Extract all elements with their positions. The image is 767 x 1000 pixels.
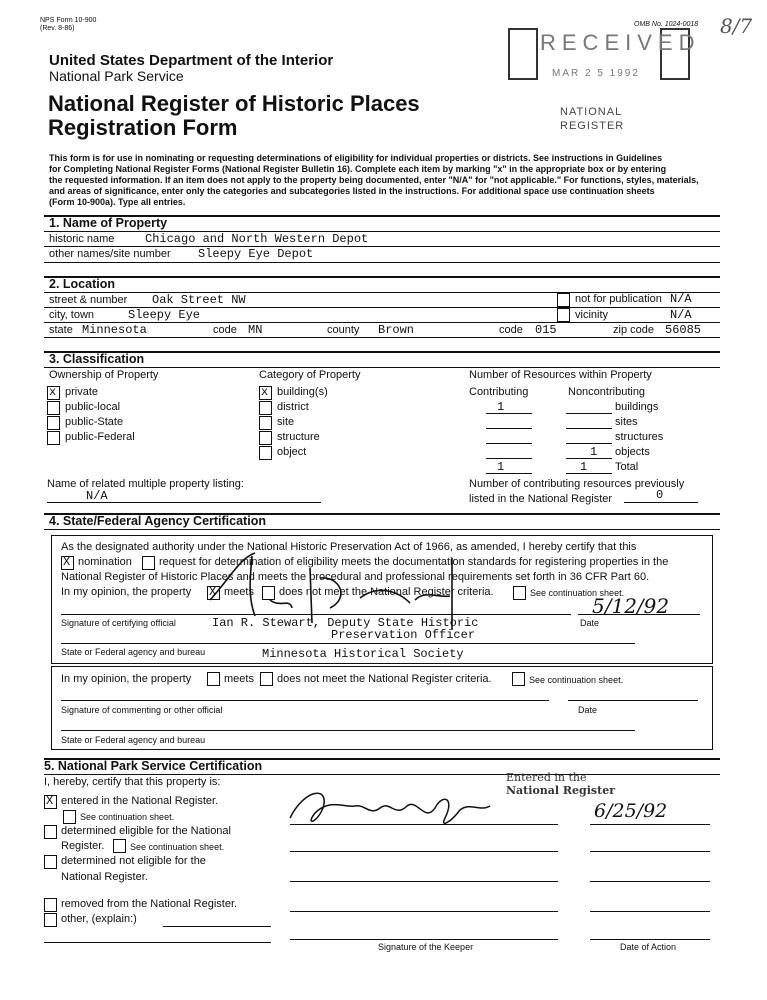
continuation-checkbox[interactable] [513,586,526,600]
section5-heading: 5. National Park Service Certification [44,759,263,773]
related-listing-field[interactable]: N/A [86,489,108,503]
determination-checkbox[interactable] [142,556,155,570]
opinion2-text: In my opinion, the property [61,673,192,685]
comment-date-line [568,700,698,701]
continuation2-checkbox[interactable] [512,672,525,686]
own-state-checkbox[interactable] [47,416,60,430]
contrib-buildings-line [486,413,532,414]
comment-date-label: Date [578,705,598,715]
section3-heading: 3. Classification [49,352,145,366]
eligible-label1: determined eligible for the National [61,825,231,837]
official-typed-title: Preservation Officer [331,628,476,642]
see-cont1-label: See continuation sheet. [80,812,175,822]
official-typed-name: Ian R. Stewart, Deputy State Historic [212,616,479,630]
meets2-label: meets [224,673,254,685]
checkbox-mark: x [49,385,57,399]
agency-name: National Park Service [49,68,184,84]
intro-line: (Form 10-900a). Type all entries. [49,197,186,207]
stamp-date-text: MAR 2 5 1992 [552,68,640,79]
agency-bureau-label: State or Federal agency and bureau [61,647,206,657]
cat-building-label: building(s) [277,386,328,398]
not-eligible-label1: determined not eligible for the [61,855,206,867]
other-label: other, (explain:) [61,913,137,925]
intro-line: the requested information. If an item does not apply to the property being documented, enter "N/A" for "not applicable." For functions, styles, materials, [49,175,699,185]
nomination-checkbox[interactable] [61,556,74,570]
corner-handwritten-note: 8/7 [720,14,753,38]
resources-heading: Number of Resources within Property [469,369,652,381]
nomination-label: nomination [78,556,132,568]
entered-stamp-line1: Entered in the [506,771,587,784]
intro-line: This form is for use in nominating or requesting determinations of eligibility for individual properties or districts. See instructions in Guidelines [49,153,663,163]
cat-object-label: object [277,446,307,458]
own-state-label: public-State [65,416,124,428]
noncontrib-total-line [566,473,612,474]
date-label: Date [580,618,600,628]
vicinity-checkbox[interactable] [557,308,570,322]
continuation-label: See continuation sheet. [530,588,625,598]
zip-label: zip code [613,324,654,336]
res-sites-label: sites [615,416,638,428]
not-eligible-checkbox[interactable] [44,855,57,869]
divider [44,246,720,247]
stamp-received-text: RECEIVED [540,30,701,55]
checkbox-mark: X [63,555,71,569]
certification-date-handwritten: 5/12/92 [592,594,670,618]
code-label: code [213,324,237,336]
noncontrib-total-field[interactable]: 1 [580,460,588,474]
checkbox-mark: X [46,794,54,808]
see-cont2-label: See continuation sheet. [130,842,225,852]
own-local-checkbox[interactable] [47,401,60,415]
does-not-meet-label: does not meet the National Register criteria. [279,586,494,598]
keeper-line [290,851,558,852]
received-stamp [508,28,701,86]
state-label: state [49,324,73,336]
agency-line [61,643,635,644]
cat-object-checkbox[interactable] [259,446,272,460]
keeper-date-line [590,939,710,940]
section4-heading: 4. State/Federal Agency Certification [49,514,266,528]
divider [44,367,720,368]
comment-signature-line [61,700,549,701]
res-structures-label: structures [615,431,664,443]
checkbox-mark: X [209,585,217,599]
contrib-buildings-field[interactable]: 1 [497,400,505,414]
divider [44,774,720,775]
res-total-label: Total [615,461,639,473]
comment-signature-label: Signature of commenting or other official [61,705,223,715]
county-field[interactable]: Brown [378,323,415,337]
noncontrib-objects-field[interactable]: 1 [590,445,598,459]
meets2-checkbox[interactable] [207,672,220,686]
cat-structure-label: structure [277,431,320,443]
cat-district-checkbox[interactable] [259,401,272,415]
keeper-date-line [590,881,710,882]
agency2-bureau-label: State or Federal agency and bureau [61,735,206,745]
own-private-checkbox[interactable] [47,386,60,400]
does-not-meet2-checkbox[interactable] [260,672,273,686]
does-not-meet2-label: does not meet the National Register criteria. [277,673,492,685]
section1-heading: 1. Name of Property [49,216,168,230]
checkbox-mark: x [261,385,269,399]
continuation2-label: See continuation sheet. [529,675,624,685]
state-field[interactable]: Minnesota [82,323,147,337]
nfp-label: not for publication [575,293,662,305]
signature-label: Signature of certifying official [61,618,176,628]
related-listing-line [47,502,321,503]
intro-line: and areas of significance, enter only the categories and subcategories listed in the instructions. For additional space use continuation sheets [49,186,655,196]
county-code-field[interactable]: 015 [535,323,557,337]
see-cont2-checkbox[interactable] [113,839,126,853]
keeper-date-line [590,911,710,912]
keeper-line [290,911,558,912]
agency2-line [61,730,635,731]
form-title-line1: National Register of Historic Places [48,91,420,116]
noncontrib-sites-line [566,428,612,429]
opinion-text: In my opinion, the property [61,586,192,598]
own-private-label: private [65,386,99,398]
city-field[interactable]: Sleepy Eye [128,308,201,322]
vicinity-label: vicinity [575,309,609,321]
not-eligible-label2: National Register. [61,871,148,883]
form-title-line2: Registration Form [48,115,238,140]
eligible-checkbox[interactable] [44,825,57,839]
eligible-label2: Register. [61,840,105,852]
noncontrib-objects-line [566,458,612,459]
nps-intro: I, hereby, certify that this property is: [44,776,221,788]
county-code-label: code [499,324,523,336]
noncontributing-heading: Noncontributing [568,386,646,398]
contrib-objects-line [486,458,532,459]
city-label: city, town [49,309,95,321]
vicinity-field[interactable]: N/A [670,308,692,322]
entered-checkbox[interactable] [44,795,57,809]
intro-line: for Completing National Register Forms (National Register Bulletin 16). Complete each item by marking "x" in the appropriate box or by entering [49,164,667,174]
county-label: county [327,324,360,336]
own-federal-checkbox[interactable] [47,431,60,445]
contrib-total-line [486,473,532,474]
form-revision: (Rev. 8-86) [40,25,75,32]
cert-text-line3: National Register of Historic Places and meets the procedural and professional requirements set forth in 36 CFR Part 60. [61,571,650,583]
entered-stamp-line2: National Register [506,784,615,797]
noncontrib-structures-line [566,443,612,444]
cat-structure-checkbox[interactable] [259,431,272,445]
contributing-heading: Contributing [469,386,529,398]
res-buildings-label: buildings [615,401,659,413]
own-local-label: public-local [65,401,121,413]
historic-name-label: historic name [49,233,115,245]
agency-bureau-field[interactable]: Minnesota Historical Society [262,647,464,661]
divider [44,262,720,263]
contrib-structures-line [486,443,532,444]
date-of-action-label: Date of Action [620,942,677,952]
cat-site-label: site [277,416,295,428]
contrib-total-field[interactable]: 1 [497,460,505,474]
stamp-register: REGISTER [560,120,625,132]
other-checkbox[interactable] [44,913,57,927]
entered-label: entered in the National Register. [61,795,219,807]
res-objects-label: objects [615,446,650,458]
other-explain-line [163,926,271,927]
signature-line [61,614,571,615]
category-heading: Category of Property [259,369,361,381]
intro-paragraph [49,153,699,208]
other-explain-line [44,942,271,943]
divider [44,337,720,338]
omb-number: OMB No. 1024-0018 [634,21,699,28]
ownership-heading: Ownership of Property [49,369,159,381]
meets-label: meets [224,586,254,598]
keeper-signature [285,778,495,838]
see-cont1-checkbox[interactable] [63,810,76,824]
previous-listing-line [624,502,698,503]
keeper-signature-label: Signature of the Keeper [378,942,474,952]
previous-listing-field[interactable]: 0 [656,488,664,502]
stamp-national: NATIONAL [560,106,623,118]
cat-building-checkbox[interactable] [259,386,272,400]
related-listing-label: Name of related multiple property listing: [47,478,244,490]
divider [44,529,720,530]
street-label: street & number [49,294,128,306]
noncontrib-buildings-line [566,413,612,414]
nfp-field[interactable]: N/A [670,292,692,306]
keeper-line [290,939,558,940]
historic-name-field[interactable]: Chicago and North Western Depot [145,232,369,246]
divider [44,351,720,353]
cert-text-line1: As the designated authority under the National Historic Preservation Act of 1966, as amended, I hereby certify that this [61,541,637,553]
keeper-date-line [590,851,710,852]
keeper-date-line [590,824,710,825]
keeper-date-handwritten: 6/25/92 [594,800,668,822]
divider [44,276,720,278]
contrib-sites-line [486,428,532,429]
zip-field[interactable]: 56085 [665,323,702,337]
form-number: NPS Form 10-900 [40,17,97,24]
other-names-field[interactable]: Sleepy Eye Depot [198,247,314,261]
previous-listing-label2: listed in the National Register [469,493,613,505]
previous-listing-label1: Number of contributing resources previously [469,478,685,490]
other-names-label: other names/site number [49,248,171,260]
removed-checkbox[interactable] [44,898,57,912]
department-name: United States Department of the Interior [49,52,334,69]
cert-text-line2: request for determination of eligibility meets the documentation standards for registering properties in the [159,556,669,568]
keeper-line [290,824,558,825]
keeper-line [290,881,558,882]
code-field[interactable]: MN [248,323,263,337]
removed-label: removed from the National Register. [61,898,238,910]
cat-site-checkbox[interactable] [259,416,272,430]
street-field[interactable]: Oak Street NW [152,293,246,307]
section2-heading: 2. Location [49,277,115,291]
own-federal-label: public-Federal [65,431,135,443]
not-for-publication-checkbox[interactable] [557,293,570,307]
cat-district-label: district [277,401,309,413]
